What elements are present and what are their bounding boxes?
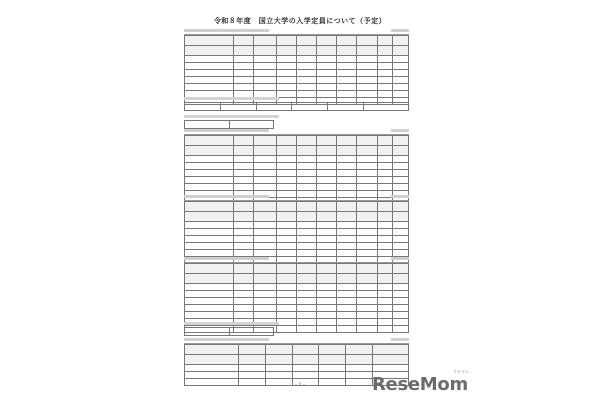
table-header-row [185,274,409,284]
table-row [185,156,409,163]
logo-wordmark: ReseMom [372,374,468,395]
table-row [185,305,409,312]
page-number: - 1 - [295,382,305,388]
table-row [185,312,409,319]
table-row [185,103,409,111]
enrollment-table-3 [184,201,409,264]
table-header-row [185,146,409,156]
document-title: 令和８年度 国立大学の入学定員について（予定） [213,16,387,25]
table-row [185,163,409,170]
table-row [185,63,409,70]
table-row [185,177,409,184]
section-heading [184,128,409,135]
table-header-row [185,264,409,274]
table-header-row [185,36,409,46]
section-heading [184,337,409,344]
table-row [185,298,409,305]
reference-note [184,321,304,326]
table-row [185,222,409,229]
table-row [185,170,409,177]
table-row [185,291,409,298]
table-row [185,243,409,250]
logo-tagline: リセマム [452,369,469,374]
table-header-row [185,202,409,212]
table-section-3 [184,194,409,264]
reference-table-3 [184,327,274,336]
table-row [185,70,409,77]
table-section-1 [184,28,409,105]
table-row [185,77,409,84]
enrollment-table-1 [184,35,409,105]
table-header-row [185,136,409,146]
section-heading [184,194,409,201]
table-header-row [185,355,409,365]
table-row [185,229,409,236]
table-header-row [185,345,409,355]
section-heading [184,28,409,35]
table-row [185,56,409,63]
section-heading [184,256,409,263]
resemom-logo [372,369,469,395]
table-row [185,184,409,191]
reference-table-1 [184,102,409,111]
table-row [185,365,409,372]
table-row [185,284,409,291]
table-row [185,328,274,336]
table-row [185,236,409,243]
table-header-row [185,46,409,56]
table-row [185,84,409,91]
reference-note [184,114,304,119]
table-header-row [185,212,409,222]
reference-note [184,96,409,101]
